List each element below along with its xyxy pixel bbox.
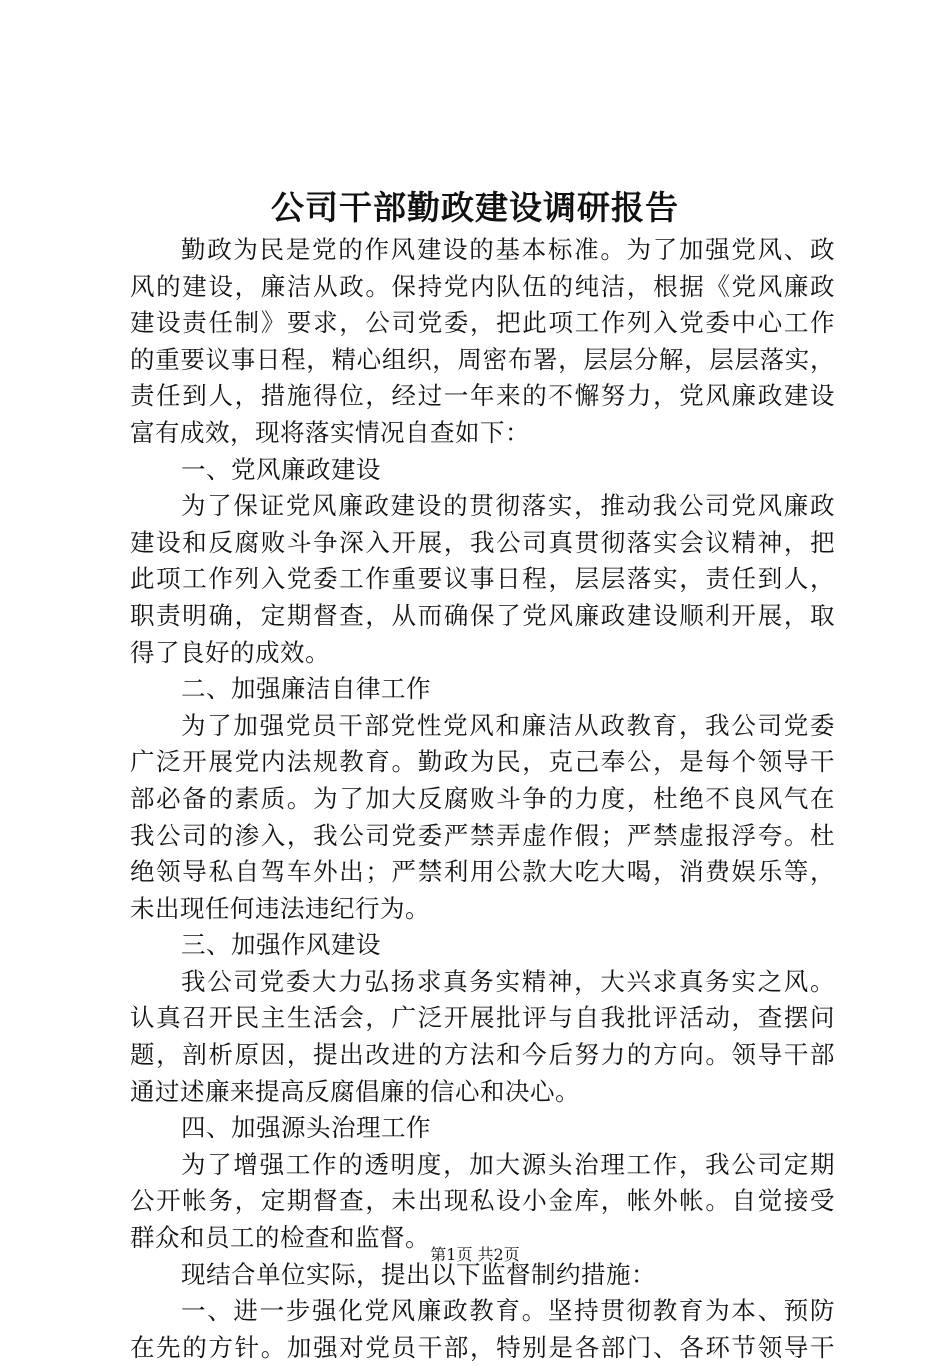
document-body (130, 232, 835, 1366)
text-line: 广泛开展党内法规教育。勤政为民，克己奉公，是每个领导干 (130, 747, 835, 777)
text-line: 三、加强作风建设 (181, 930, 381, 960)
document-title: 公司干部勤政建设调研报告 (271, 188, 679, 227)
text-line: 公开帐务，定期督查，未出现私设小金库，帐外帐。自觉接受 (130, 1186, 835, 1216)
text-line: 我公司的渗入，我公司党委严禁弄虚作假；严禁虚报浮夸。杜 (130, 820, 835, 850)
text-line: 富有成效，现将落实情况自查如下： (130, 417, 530, 447)
text-line: 在先的方针。加强对党员干部，特别是各部门、各环节领导干 (130, 1332, 835, 1362)
text-line: 我公司党委大力弘扬求真务实精神，大兴求真务实之风。 (181, 966, 835, 996)
text-line: 一、党风廉政建设 (181, 454, 381, 484)
text-line: 建设和反腐败斗争深入开展，我公司真贯彻落实会议精神，把 (130, 527, 835, 557)
text-line: 此项工作列入党委工作重要议事日程，层层落实，责任到人， (130, 564, 835, 594)
text-line: 现结合单位实际，提出以下监督制约措施： (181, 1259, 656, 1289)
page-footer: 第1页 共2页 (430, 1245, 520, 1264)
text-line: 认真召开民主生活会，广泛开展批评与自我批评活动，查摆问 (130, 1003, 835, 1033)
text-line: 绝领导私自驾车外出；严禁利用公款大吃大喝，消费娱乐等， (130, 857, 835, 887)
text-line: 责任到人，措施得位，经过一年来的不懈努力，党风廉政建设 (130, 381, 835, 411)
text-line: 建设责任制》要求，公司党委，把此项工作列入党委中心工作 (130, 308, 835, 338)
text-line: 群众和员工的检查和监督。 (130, 1223, 430, 1253)
text-line: 二、加强廉洁自律工作 (181, 674, 431, 704)
text-line: 勤政为民是党的作风建设的基本标准。为了加强党风、政 (181, 235, 835, 264)
text-line: 一、进一步强化党风廉政教育。坚持贯彻教育为本、预防 (181, 1296, 835, 1326)
text-line: 未出现任何违法违纪行为。 (130, 893, 430, 923)
text-line: 题，剖析原因，提出改进的方法和今后努力的方向。领导干部 (130, 1040, 835, 1070)
text-line: 四、加强源头治理工作 (181, 1113, 431, 1143)
text-line: 为了增强工作的透明度，加大源头治理工作，我公司定期 (181, 1149, 835, 1179)
text-line: 得了良好的成效。 (130, 637, 330, 667)
text-line: 的重要议事日程，精心组织，周密布署，层层分解，层层落实， (130, 344, 835, 374)
text-line: 为了加强党员干部党性党风和廉洁从政教育，我公司党委 (181, 710, 835, 740)
text-line: 部必备的素质。为了加大反腐败斗争的力度，杜绝不良风气在 (130, 783, 835, 813)
text-line: 风的建设，廉洁从政。保持党内队伍的纯洁，根据《党风廉政 (130, 271, 835, 301)
text-line: 职责明确，定期督查，从而确保了党风廉政建设顺利开展，取 (130, 600, 835, 630)
text-line: 为了保证党风廉政建设的贯彻落实，推动我公司党风廉政 (181, 491, 835, 521)
text-line: 通过述廉来提高反腐倡廉的信心和决心。 (130, 1076, 580, 1106)
